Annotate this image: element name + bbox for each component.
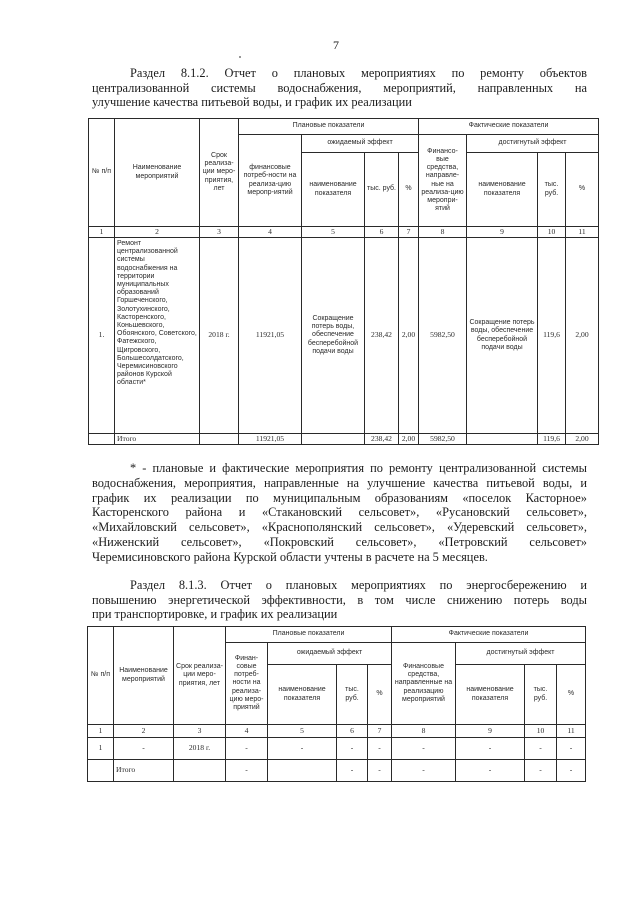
column-number: 6	[365, 227, 399, 238]
footnote-line: Черемисиновского района Курской области учтены в расчете на 5 месяцев.	[92, 549, 488, 564]
table-row	[88, 738, 586, 760]
expected-effect-pct: -	[368, 738, 392, 760]
section-812-heading	[92, 66, 587, 110]
total-label: Итого	[115, 434, 200, 445]
header-achieved-effect: достигнутый эффект	[456, 643, 586, 665]
column-number: 4	[226, 725, 268, 738]
footnote-line: «Михайловский сельсовет», «Краснополянский сельсовет», «Удеревский сельсовет»,	[92, 520, 587, 535]
header-planned: Плановые показатели	[239, 119, 419, 135]
financial-means: 5982,50	[419, 238, 467, 434]
footnote-line: водоснабжения, мероприятия, направленные на улучшение качества питьевой воды, и	[92, 475, 587, 490]
expected-effect-thous: 238,42	[365, 238, 399, 434]
header-indicator-name: наименование показателя	[467, 153, 538, 227]
header-no: № п/п	[88, 627, 114, 725]
scan-speck	[239, 56, 241, 58]
measure-name: Ремонт централизованной системы водоснабжения на территории муниципальных образований Горшеченского, Золотухинского, Касторенского, Коньшевского, Обоянского, Советского, Фатежского, Щигровского, Большесолдатского, Черемисиновского районов Курской области*	[115, 238, 200, 434]
total-financial-need: 11921,05	[239, 434, 302, 445]
column-number: 3	[200, 227, 239, 238]
header-no: № п/п	[89, 119, 115, 227]
header-percent: %	[557, 665, 586, 725]
heading-line: улучшение качества питьевой воды, и график их реализации	[92, 95, 412, 110]
header-thous-rub: тыс. руб.	[525, 665, 557, 725]
page-number: 7	[333, 38, 339, 52]
expected-effect-thous: -	[337, 738, 368, 760]
header-term: Срок реализа-ции меро-приятия, лет	[174, 627, 226, 725]
column-number: 8	[392, 725, 456, 738]
header-thous-rub: тыс. руб.	[337, 665, 368, 725]
column-number: 1	[88, 725, 114, 738]
total-thous: 238,42	[365, 434, 399, 445]
total-thous: -	[337, 760, 368, 782]
total-pct: -	[368, 760, 392, 782]
heading-line: Раздел 8.1.2. Отчет о плановых мероприятиях по ремонту объектов	[130, 66, 587, 80]
total-pct: 2,00	[399, 434, 419, 445]
header-fin-need: финансовые потреб-ности на реализа-цию меропр-иятий	[239, 135, 302, 227]
column-number: 9	[467, 227, 538, 238]
header-expected-effect: ожидаемый эффект	[268, 643, 392, 665]
header-actual: Фактические показатели	[419, 119, 599, 135]
header-percent: %	[399, 153, 419, 227]
header-thous-rub: тыс. руб.	[538, 153, 566, 227]
header-percent: %	[566, 153, 599, 227]
achieved-effect-name: -	[456, 738, 525, 760]
header-name: Наименование мероприятий	[114, 627, 174, 725]
footnote-line: Касторенского района и «Стакановский сельсовет», «Русановский сельсовет»,	[92, 505, 587, 520]
achieved-effect-pct: -	[557, 738, 586, 760]
header-fin-means: Финансо-вые средства, направле-ные на реализа-цию меропри-ятий	[419, 135, 467, 227]
total-label: Итого	[114, 760, 174, 782]
total-pct: 2,00	[566, 434, 599, 445]
financial-need: -	[226, 738, 268, 760]
header-indicator-name: наименование показателя	[268, 665, 337, 725]
section-812-table	[88, 118, 599, 445]
column-number: 1	[89, 227, 115, 238]
total-row	[88, 760, 586, 782]
term: 2018 г.	[200, 238, 239, 434]
achieved-effect-pct: 2,00	[566, 238, 599, 434]
column-number: 4	[239, 227, 302, 238]
heading-line: при транспортировке, и график их реализации	[92, 607, 338, 622]
header-planned: Плановые показатели	[226, 627, 392, 643]
section-813-heading	[92, 578, 587, 622]
header-fin-need: Финан-совые потреб-ности на реализа-цию меро-приятий	[226, 643, 268, 725]
expected-effect-name: Сокращение потерь воды, обеспечение бесперебойной подачи воды	[302, 238, 365, 434]
header-indicator-name: наименование показателя	[456, 665, 525, 725]
column-number: 8	[419, 227, 467, 238]
header-percent: %	[368, 665, 392, 725]
header-name: Наименование мероприятий	[115, 119, 200, 227]
term: 2018 г.	[174, 738, 226, 760]
column-number: 10	[525, 725, 557, 738]
header-achieved-effect: достигнутый эффект	[467, 135, 599, 153]
column-number: 5	[268, 725, 337, 738]
heading-line: централизованной системы водоснабжения, мероприятий, направленных на	[92, 80, 587, 95]
total-thous: 119,6	[538, 434, 566, 445]
expected-effect-pct: 2,00	[399, 238, 419, 434]
column-number: 2	[114, 725, 174, 738]
header-indicator-name: наименование показателя	[302, 153, 365, 227]
column-number: 2	[115, 227, 200, 238]
measure-name: -	[114, 738, 174, 760]
expected-effect-name: -	[268, 738, 337, 760]
column-number: 11	[566, 227, 599, 238]
column-number: 3	[174, 725, 226, 738]
section-813-table	[87, 626, 586, 782]
total-achieved-name: -	[456, 760, 525, 782]
total-pct: -	[557, 760, 586, 782]
footnote	[92, 461, 587, 565]
column-number: 6	[337, 725, 368, 738]
row-number: 1.	[89, 238, 115, 434]
heading-line: Раздел 8.1.3. Отчет о плановых мероприятиях по энергосбережению и	[130, 578, 587, 592]
column-number: 7	[399, 227, 419, 238]
total-financial-means: 5982,50	[419, 434, 467, 445]
row-number: 1	[88, 738, 114, 760]
achieved-effect-thous: 119,6	[538, 238, 566, 434]
footnote-line: график их реализации по муниципальным образованиям «поселок Касторное»	[92, 490, 587, 505]
table-row	[89, 238, 599, 434]
column-number: 7	[368, 725, 392, 738]
header-expected-effect: ожидаемый эффект	[302, 135, 419, 153]
heading-line: повышению энергетической эффективности, в том числе снижению потерь воды	[92, 592, 587, 607]
footnote-line: «Ниженский сельсовет», «Покровский сельсовет», «Петровский сельсовет»	[92, 534, 587, 549]
header-actual: Фактические показатели	[392, 627, 586, 643]
column-number: 11	[557, 725, 586, 738]
total-financial-means: -	[392, 760, 456, 782]
financial-means: -	[392, 738, 456, 760]
total-thous: -	[525, 760, 557, 782]
header-term: Срок реализа-ции меро-приятия, лет	[200, 119, 239, 227]
total-financial-need: -	[226, 760, 268, 782]
financial-need: 11921,05	[239, 238, 302, 434]
header-thous-rub: тыс. руб.	[365, 153, 399, 227]
header-fin-means: Финансовые средства, направленные на реализацию мероприятий	[392, 643, 456, 725]
achieved-effect-name: Сокращение потерь воды, обеспечение бесперебойной подачи воды	[467, 238, 538, 434]
total-row	[89, 434, 599, 445]
footnote-line: * - плановые и фактические мероприятия по ремонту централизованной системы	[130, 461, 587, 475]
achieved-effect-thous: -	[525, 738, 557, 760]
column-number: 5	[302, 227, 365, 238]
column-number: 10	[538, 227, 566, 238]
column-number: 9	[456, 725, 525, 738]
